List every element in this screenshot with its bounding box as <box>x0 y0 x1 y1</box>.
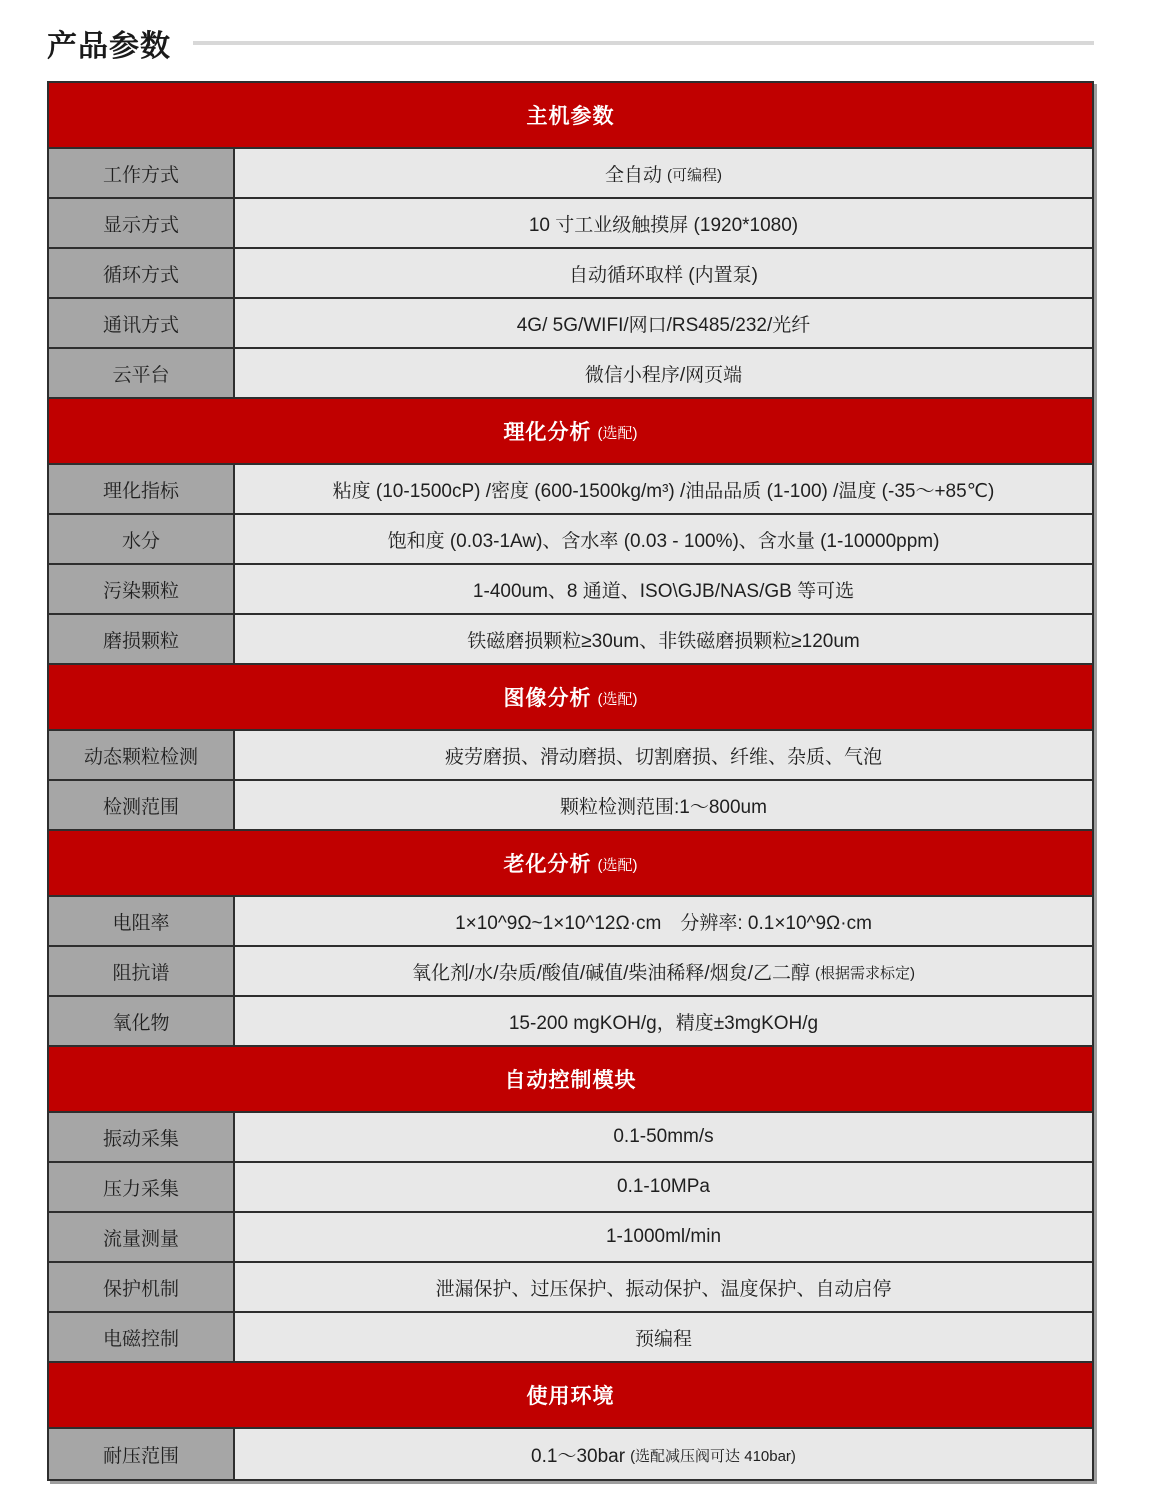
row-label: 流量测量 <box>49 1213 235 1261</box>
row-label: 阻抗谱 <box>49 947 235 995</box>
spec-table <box>47 81 1094 1481</box>
row-value-cell <box>235 1313 1092 1361</box>
row-label: 检测范围 <box>49 781 235 829</box>
row-label: 电磁控制 <box>49 1313 235 1361</box>
row-value: 微信小程序/网页端 <box>584 364 743 386</box>
row-value-cell <box>235 1163 1092 1211</box>
row-value: 1-400um、8 通道、ISO\GJB/NAS/GB 等可选 <box>472 580 855 602</box>
row-label: 污染颗粒 <box>49 565 235 613</box>
row-value: 铁磁磨损颗粒≥30um、非铁磁磨损颗粒≥120um <box>467 630 860 652</box>
section-header <box>49 1047 1092 1113</box>
row-value-cell <box>235 897 1092 945</box>
row-value-cell <box>235 1213 1092 1261</box>
row-value-cell <box>235 249 1092 297</box>
row-value: 0.1～30bar <box>531 1445 626 1467</box>
spec-row <box>49 465 1092 515</box>
section-note: (选配) <box>597 856 638 874</box>
spec-row <box>49 249 1092 299</box>
section-title: 图像分析 <box>503 687 592 710</box>
row-value: 氧化剂/水/杂质/酸值/碱值/柴油稀释/烟炱/乙二醇 <box>412 962 810 984</box>
row-label: 电阻率 <box>49 897 235 945</box>
row-label: 循环方式 <box>49 249 235 297</box>
page-title: 产品参数 <box>47 30 171 63</box>
spec-row <box>49 615 1092 665</box>
spec-row <box>49 997 1092 1047</box>
section-note: (选配) <box>597 424 638 442</box>
row-value-cell <box>235 947 1092 995</box>
row-label: 工作方式 <box>49 149 235 197</box>
spec-row <box>49 781 1092 831</box>
row-value: 4G/ 5G/WIFI/网口/RS485/232/光纤 <box>516 314 811 336</box>
row-value: 饱和度 (0.03-1Aw)、含水率 (0.03 - 100%)、含水量 (1-10000ppm) <box>387 530 940 552</box>
row-value-cell <box>235 149 1092 197</box>
spec-row <box>49 1213 1092 1263</box>
row-label: 水分 <box>49 515 235 563</box>
section-header <box>49 83 1092 149</box>
row-value-cell <box>235 1429 1092 1479</box>
row-value-cell <box>235 299 1092 347</box>
section-title: 自动控制模块 <box>504 1069 637 1092</box>
row-value: 1-1000ml/min <box>605 1226 722 1247</box>
row-label: 压力采集 <box>49 1163 235 1211</box>
row-value-cell <box>235 781 1092 829</box>
spec-row <box>49 349 1092 399</box>
section-note: (选配) <box>597 690 638 708</box>
row-value-cell <box>235 997 1092 1045</box>
row-value: 粘度 (10-1500cP) /密度 (600-1500kg/m³) /油品品质 (1-100) /温度 (-35～+85℃) <box>332 480 995 502</box>
row-value-cell <box>235 349 1092 397</box>
row-value: 1×10^9Ω~1×10^12Ω·cm 分辨率: 0.1×10^9Ω·cm <box>455 912 872 934</box>
row-label: 动态颗粒检测 <box>49 731 235 779</box>
section-title: 主机参数 <box>526 105 615 128</box>
row-label: 显示方式 <box>49 199 235 247</box>
row-value-cell <box>235 565 1092 613</box>
row-note: (根据需求标定) <box>814 964 915 982</box>
row-value: 0.1-10MPa <box>617 1176 710 1197</box>
section-title: 老化分析 <box>503 853 592 876</box>
row-value: 10 寸工业级触摸屏 (1920*1080) <box>528 214 799 236</box>
row-value-cell <box>235 465 1092 513</box>
row-value-cell <box>235 1113 1092 1161</box>
spec-row <box>49 897 1092 947</box>
section-header <box>49 831 1092 897</box>
spec-row <box>49 199 1092 249</box>
spec-row <box>49 149 1092 199</box>
section-title: 使用环境 <box>526 1385 615 1408</box>
section-header <box>49 399 1092 465</box>
spec-row <box>49 515 1092 565</box>
section-title: 理化分析 <box>503 421 592 444</box>
row-label: 氧化物 <box>49 997 235 1045</box>
row-note: (选配减压阀可达 410bar) <box>630 1447 796 1465</box>
spec-row <box>49 947 1092 997</box>
row-label: 保护机制 <box>49 1263 235 1311</box>
row-label: 耐压范围 <box>49 1429 235 1479</box>
row-value: 全自动 <box>604 164 662 186</box>
row-value-cell <box>235 731 1092 779</box>
row-value: 预编程 <box>634 1328 692 1350</box>
row-label: 磨损颗粒 <box>49 615 235 663</box>
row-value-cell <box>235 199 1092 247</box>
row-value: 颗粒检测范围:1～800um <box>560 796 767 818</box>
section-header <box>49 1363 1092 1429</box>
row-value-cell <box>235 515 1092 563</box>
spec-row <box>49 565 1092 615</box>
row-label: 云平台 <box>49 349 235 397</box>
row-label: 理化指标 <box>49 465 235 513</box>
row-note: (可编程) <box>667 166 722 184</box>
spec-row <box>49 299 1092 349</box>
spec-row <box>49 1113 1092 1163</box>
row-value: 泄漏保护、过压保护、振动保护、温度保护、自动启停 <box>435 1278 892 1300</box>
spec-row <box>49 1263 1092 1313</box>
title-rule <box>193 41 1094 45</box>
spec-row <box>49 1429 1092 1479</box>
spec-row <box>49 731 1092 781</box>
row-label: 振动采集 <box>49 1113 235 1161</box>
row-value: 15-200 mgKOH/g，精度±3mgKOH/g <box>508 1012 819 1034</box>
row-value: 自动循环取样 (内置泵) <box>569 264 758 286</box>
section-header <box>49 665 1092 731</box>
row-label: 通讯方式 <box>49 299 235 347</box>
spec-row <box>49 1313 1092 1363</box>
row-value-cell <box>235 1263 1092 1311</box>
row-value-cell <box>235 615 1092 663</box>
title-row <box>47 20 1094 66</box>
row-value: 0.1-50mm/s <box>613 1126 714 1147</box>
spec-row <box>49 1163 1092 1213</box>
row-value: 疲劳磨损、滑动磨损、切割磨损、纤维、杂质、气泡 <box>444 746 882 768</box>
